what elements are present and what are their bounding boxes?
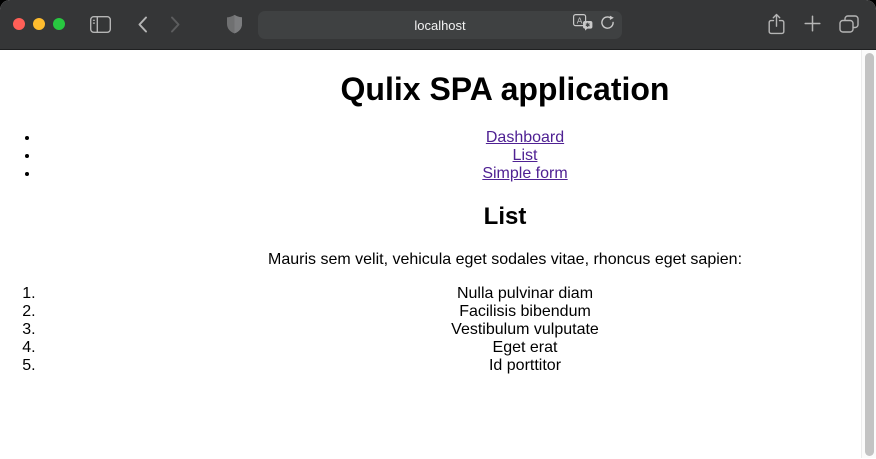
forward-icon bbox=[170, 16, 181, 38]
browser-toolbar bbox=[0, 0, 876, 50]
scrollbar-thumb[interactable] bbox=[865, 53, 874, 456]
minimize-window-button[interactable] bbox=[33, 18, 45, 30]
back-button[interactable] bbox=[137, 16, 148, 38]
url-text: localhost bbox=[414, 17, 466, 33]
share-button[interactable] bbox=[768, 13, 785, 40]
close-window-button[interactable] bbox=[13, 18, 25, 30]
reload-button[interactable] bbox=[600, 15, 615, 35]
scrollbar[interactable] bbox=[861, 50, 876, 458]
window-controls bbox=[13, 18, 65, 30]
page-title: Qulix SPA application bbox=[340, 71, 670, 107]
new-tab-button[interactable] bbox=[804, 15, 821, 37]
section-intro: Mauris sem velit, vehicula eget sodales vitae, rhoncus eget sapien: bbox=[267, 251, 743, 268]
content-list bbox=[0, 285, 876, 375]
translate-icon[interactable] bbox=[573, 14, 593, 36]
list-item: 1. Nulla pulvinar diam bbox=[40, 285, 876, 303]
nav-item bbox=[40, 129, 876, 147]
share-icon bbox=[768, 13, 785, 40]
new-tab-icon bbox=[804, 15, 821, 37]
back-icon bbox=[137, 16, 148, 38]
forward-button[interactable] bbox=[170, 16, 181, 38]
tab-overview-icon bbox=[839, 15, 859, 38]
shield-icon bbox=[226, 14, 243, 40]
sidebar-icon bbox=[90, 16, 111, 38]
nav-item bbox=[40, 165, 876, 183]
list-item: 5. Id porttitor bbox=[40, 357, 876, 375]
nav-link-simple-form[interactable]: Simple form bbox=[482, 165, 568, 182]
privacy-report-button[interactable] bbox=[226, 14, 243, 40]
section-heading: List bbox=[483, 203, 527, 230]
nav-list bbox=[0, 129, 876, 183]
nav-link-dashboard[interactable]: Dashboard bbox=[485, 129, 565, 146]
page-content bbox=[0, 50, 876, 458]
nav-item bbox=[40, 147, 876, 165]
list-item: 2. Facilisis bibendum bbox=[40, 303, 876, 321]
address-bar[interactable] bbox=[258, 11, 622, 39]
tab-overview-button[interactable] bbox=[839, 15, 859, 38]
list-item: 4. Eget erat bbox=[40, 339, 876, 357]
sidebar-toggle-button[interactable] bbox=[90, 16, 111, 38]
nav-link-list[interactable]: List bbox=[512, 147, 538, 164]
zoom-window-button[interactable] bbox=[53, 18, 65, 30]
svg-text:A: A bbox=[576, 15, 583, 26]
list-item: 3. Vestibulum vulputate bbox=[40, 321, 876, 339]
